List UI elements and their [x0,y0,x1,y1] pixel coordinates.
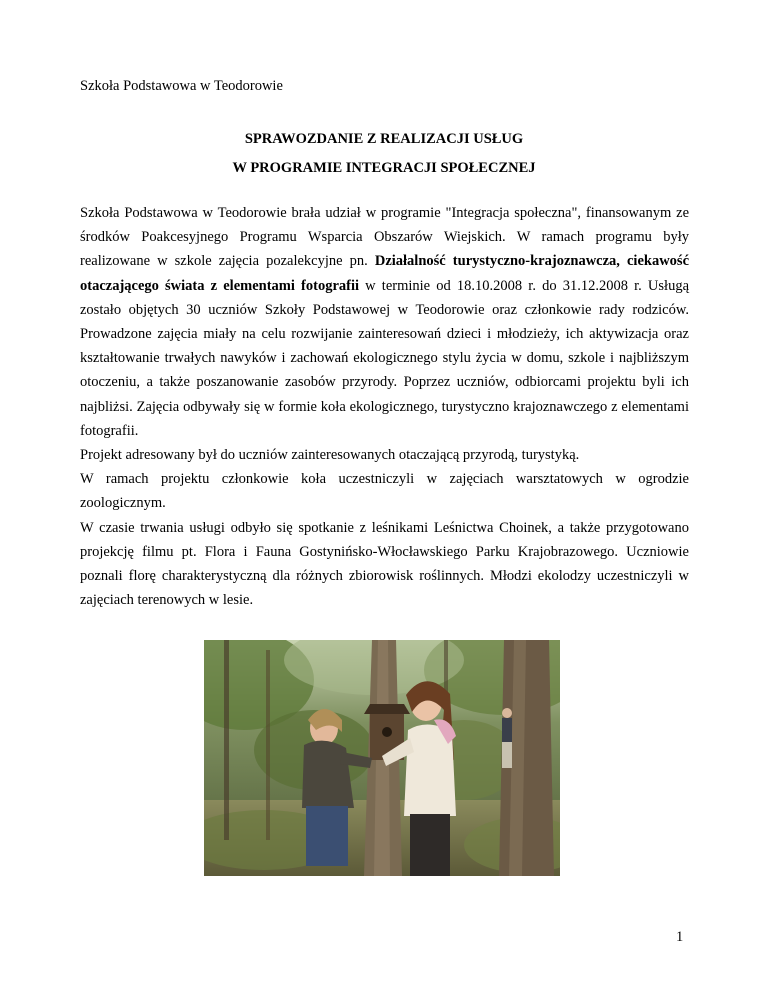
paragraph-2: Projekt adresowany był do uczniów zainteresowanych otaczającą przyrodą, turystyką. [80,447,580,464]
paragraph-4: W czasie trwania usługi odbyło się spotkanie z leśnikami Leśnictwa Choinek, a także przygotowano projekcję filmu pt. Flora i Fauna Gostynińsko-Włocławskiego Parku Krajobrazowego. Uczniowie poznali florę charakterystyczną dla różnych zbiorowisk roślinnych. Młodzi ekolodzy uczestniczyli w zajęciach terenowych w lesie. [80,519,689,609]
report-body [80,201,689,612]
forest-photo-illustration [204,640,560,876]
paragraph-3: W ramach projektu członkowie koła uczestniczyli w zajęciach warsztatowych w ogrodzie zoologicznym. [80,471,689,512]
school-name: Szkoła Podstawowa w Teodorowie [80,78,283,94]
report-title-line-1: SPRAWOZDANIE Z REALIZACJI USŁUG [244,131,524,147]
forest-photo [204,640,560,876]
report-title-line-2: W PROGRAMIE INTEGRACJI SPOŁECZNEJ [232,160,536,176]
paragraph-1-text-b: w terminie od 18.10.2008 r. do 31.12.2008 r. Usługą zostało objętych 30 uczniów Szkoły Podstawowej w Teodorowie oraz członkowie rady rodziców. Prowadzone zajęcia miały na celu rozwijanie zainteresowań dzieci i młodzieży, ich aktywizacja oraz kształtowanie trwałych nawyków i zachowań ekologicznego stylu życia w domu, szkole i najbliższym otoczeniu, a także poszanowanie zasobów przyrody. Poprzez uczniów, odbiorcami projektu byli ich najbliżsi. Zajęcia odbywały się w formie koła ekologicznego, turystyczno krajoznawczego z elementami fotografii. [80,277,690,439]
paragraph-1 [80,201,689,443]
page-number: 1 [676,929,684,945]
paragraph-1-text-a: Szkoła Podstawowa w Teodorowie brała udział w programie "Integracja społeczna", finansowanym ze środków Poakcesyjnego Programu Wsparcia Obszarów Wiejskich. W ramach programu były realizowane w szkole zajęcia pozalekcyjne pn. [80,205,689,270]
activity-name: Działalność turystyczno-krajoznawcza, ciekawość otaczającego świata z elementami fotografii [80,253,689,294]
